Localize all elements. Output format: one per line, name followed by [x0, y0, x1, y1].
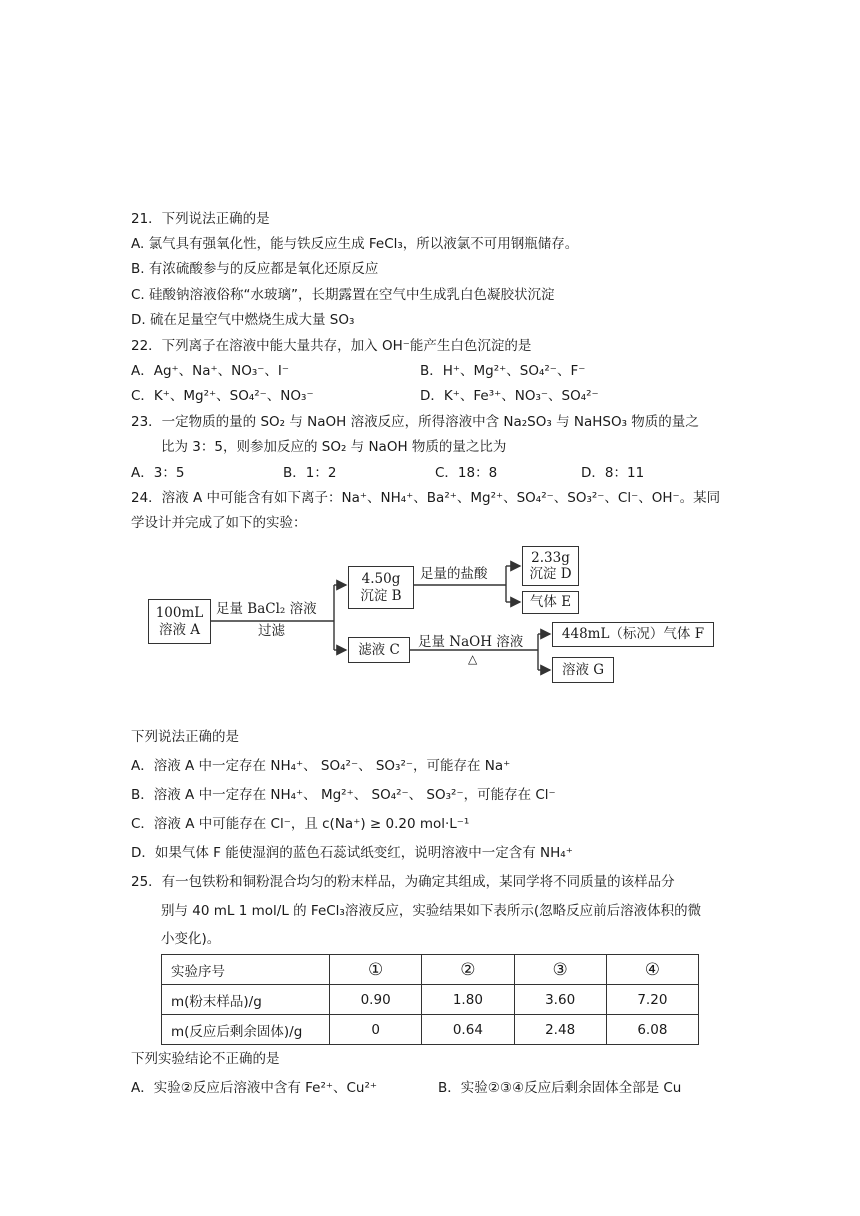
- q25-subquestion: 下列实验结论不正确的是: [131, 1051, 280, 1067]
- step-hcl: 足量的盐酸: [420, 566, 488, 582]
- box-gas-e: 气体 E: [522, 591, 579, 614]
- q23-option-b: B．1：2: [283, 465, 337, 481]
- table-col-3: ③: [514, 955, 606, 985]
- table-col-2: ②: [422, 955, 514, 985]
- q25-data-table: [161, 954, 699, 1045]
- box-solution-a: [148, 599, 211, 644]
- q21-option-c: C. 硅酸钠溶液俗称“水玻璃”，长期露置在空气中生成乳白色凝胶状沉淀: [131, 287, 555, 303]
- q21-option-d: D. 硫在足量空气中燃烧生成大量 SO₃: [131, 312, 355, 328]
- row-label-remaining-solid: m(反应后剩余固体)/g: [162, 1015, 330, 1045]
- table-cell: 0: [330, 1015, 422, 1045]
- box-precipitate-d: [522, 546, 579, 586]
- q24-stem-line1: 24．溶液 A 中可能含有如下离子：Na⁺、NH₄⁺、Ba²⁺、Mg²⁺、SO₄²⁻、SO₃²⁻、Cl⁻、OH⁻。某同: [131, 490, 721, 506]
- table-row: [162, 1015, 699, 1045]
- table-header-label: 实验序号: [162, 955, 330, 985]
- q24-option-b: B．溶液 A 中一定存在 NH₄⁺、 Mg²⁺、 SO₄²⁻、 SO₃²⁻，可能存在 Cl⁻: [131, 787, 556, 803]
- step-bacl2: 足量 BaCl₂ 溶液: [216, 601, 317, 617]
- step-filter: 过滤: [258, 623, 285, 639]
- q24-option-c: C．溶液 A 中可能存在 Cl⁻，且 c(Na⁺) ≥ 0.20 mol·L⁻¹: [131, 816, 470, 832]
- step-naoh: 足量 NaOH 溶液: [418, 634, 524, 650]
- box-gas-f: 448mL（标况）气体 F: [552, 622, 714, 647]
- q22-option-c: C．K⁺、Mg²⁺、SO₄²⁻、NO₃⁻: [131, 388, 314, 404]
- q23-stem-line2: 比为 3：5，则参加反应的 SO₂ 与 NaOH 物质的量之比为: [161, 439, 507, 455]
- box-d-label: 沉淀 D: [529, 566, 572, 582]
- q21-option-a: A. 氯气具有强氧化性，能与铁反应生成 FeCl₃，所以液氯不可用钢瓶储存。: [131, 236, 579, 252]
- q24-option-d: D．如果气体 F 能使湿润的蓝色石蕊试纸变红，说明溶液中一定含有 NH₄⁺: [131, 845, 573, 861]
- q23-option-a: A．3：5: [131, 465, 185, 481]
- q24-stem-line2: 学设计并完成了如下的实验：: [131, 515, 307, 531]
- q23-stem-line1: 23．一定物质的量的 SO₂ 与 NaOH 溶液反应，所得溶液中含 Na₂SO₃ 与 NaHSO₃ 物质的量之: [131, 414, 699, 430]
- box-d-mass: 2.33g: [531, 549, 570, 566]
- box-b-label: 沉淀 B: [360, 587, 402, 604]
- box-filtrate-c: 滤液 C: [348, 637, 410, 663]
- table-col-4: ④: [606, 955, 698, 985]
- table-header-row: [162, 955, 699, 985]
- table-cell: 6.08: [606, 1015, 698, 1045]
- q22-option-d: D．K⁺、Fe³⁺、NO₃⁻、SO₄²⁻: [420, 388, 599, 404]
- q25-option-a: A．实验②反应后溶液中含有 Fe²⁺、Cu²⁺: [131, 1080, 378, 1096]
- box-b-mass: 4.50g: [361, 571, 401, 588]
- box-precipitate-b: [348, 566, 414, 609]
- q22-stem: 22．下列离子在溶液中能大量共存，加入 OH⁻能产生白色沉淀的是: [131, 338, 532, 354]
- row-label-sample-mass: m(粉末样品)/g: [162, 985, 330, 1015]
- q23-option-d: D．8：11: [581, 465, 645, 481]
- box-a-label: 溶液 A: [158, 621, 201, 638]
- table-cell: 7.20: [606, 985, 698, 1015]
- table-row: [162, 985, 699, 1015]
- table-col-1: ①: [330, 955, 422, 985]
- q24-subquestion: 下列说法正确的是: [131, 729, 239, 745]
- q25-stem-line1: 25．有一包铁粉和铜粉混合均匀的粉末样品，为确定其组成，某同学将不同质量的该样品分: [131, 874, 675, 890]
- table-cell: 3.60: [514, 985, 606, 1015]
- q25-stem-line2: 别与 40 mL 1 mol/L 的 FeCl₃溶液反应，实验结果如下表所示(忽略反应前后溶液体积的微: [161, 903, 702, 919]
- table-cell: 2.48: [514, 1015, 606, 1045]
- table-cell: 0.64: [422, 1015, 514, 1045]
- q25-stem-line3: 小变化)。: [161, 931, 221, 947]
- q25-option-b: B．实验②③④反应后剩余固体全部是 Cu: [438, 1080, 682, 1096]
- q24-option-a: A．溶液 A 中一定存在 NH₄⁺、 SO₄²⁻、 SO₃²⁻，可能存在 Na⁺: [131, 758, 511, 774]
- table-cell: 1.80: [422, 985, 514, 1015]
- box-solution-g: 溶液 G: [552, 657, 614, 683]
- q23-option-c: C．18：8: [435, 465, 498, 481]
- q22-option-a: A．Ag⁺、Na⁺、NO₃⁻、I⁻: [131, 363, 290, 379]
- heat-symbol: △: [468, 652, 478, 666]
- q21-stem: 21．下列说法正确的是: [131, 211, 270, 227]
- q21-option-b: B. 有浓硫酸参与的反应都是氧化还原反应: [131, 261, 379, 277]
- q22-option-b: B．H⁺、Mg²⁺、SO₄²⁻、F⁻: [420, 363, 586, 379]
- box-a-volume: 100mL: [155, 605, 204, 622]
- table-cell: 0.90: [330, 985, 422, 1015]
